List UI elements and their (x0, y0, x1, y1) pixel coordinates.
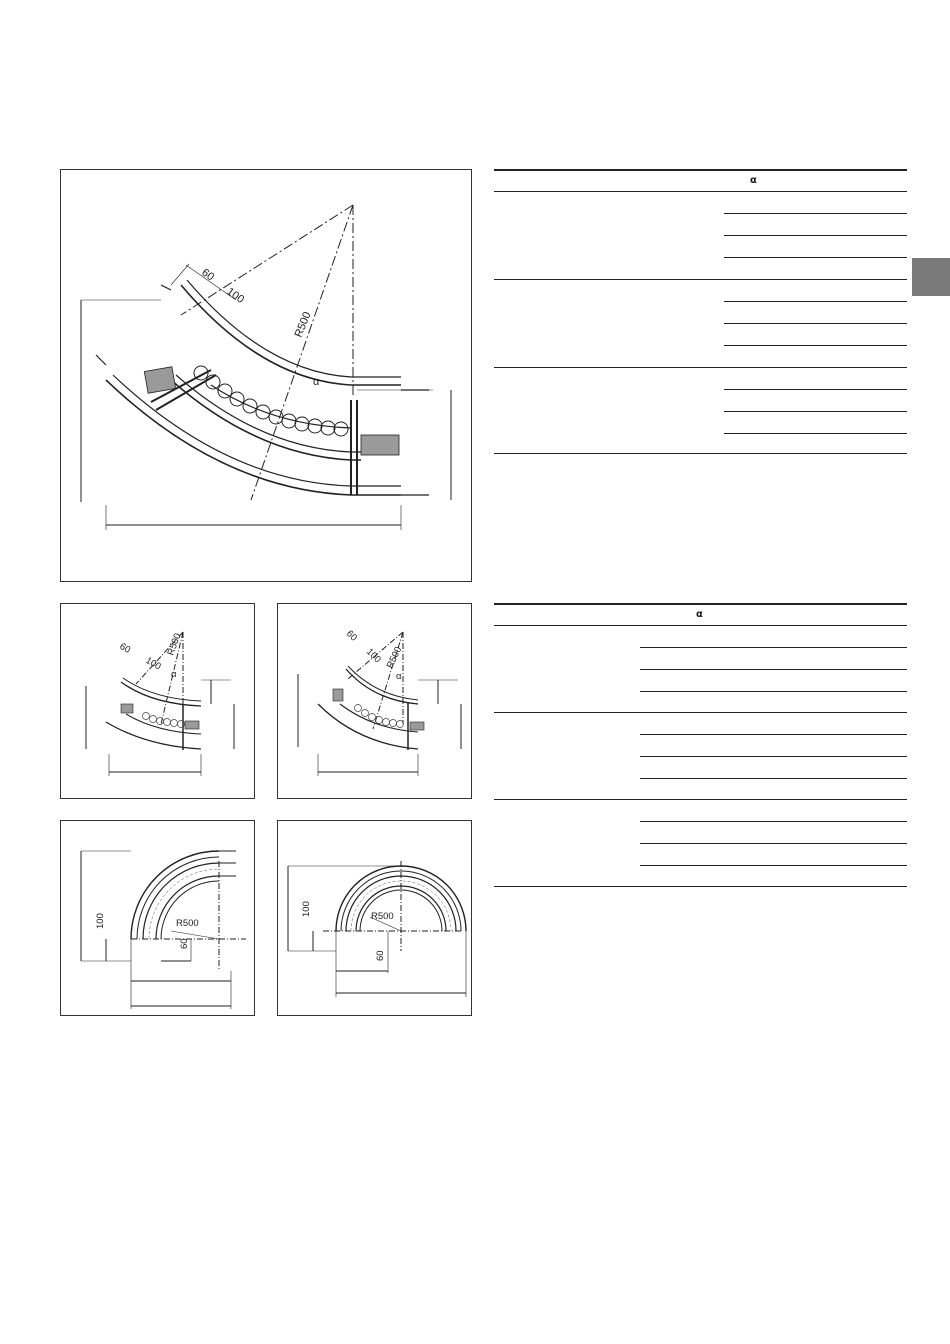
table-two-row-rule (640, 821, 907, 822)
table-two-row-rule (640, 734, 907, 735)
table-two-row-rule (640, 843, 907, 844)
curve-drawing-a (60, 603, 255, 799)
table-two-row-rule (640, 669, 907, 670)
half-curve-svg (278, 821, 473, 1017)
a-radius-label: R500 (165, 631, 184, 658)
table-one-group-rule (494, 279, 907, 280)
table-two-group-rule (494, 712, 907, 713)
table-one (494, 169, 907, 454)
table-one-top-rule (494, 169, 907, 171)
main-dim-width: 60 (199, 266, 217, 284)
b-dim-width: 60 (343, 628, 360, 644)
a-dim-width: 60 (117, 641, 133, 656)
table-one-row-rule (724, 235, 907, 236)
curve-drawing-b (277, 603, 472, 799)
table-one-row-rule (724, 345, 907, 346)
table-one-row-rule (724, 213, 907, 214)
table-two-group-rule (494, 799, 907, 800)
curve-drawing-a-svg (61, 604, 256, 800)
table-two (494, 603, 907, 888)
curve-drawing-b-svg (278, 604, 473, 800)
table-two-row-rule (640, 691, 907, 692)
table-one-row-rule (724, 301, 907, 302)
table-two-row-rule (640, 865, 907, 866)
table-one-row-rule (724, 411, 907, 412)
table-two-alpha-header: α (696, 609, 703, 620)
table-one-row-rule (724, 389, 907, 390)
table-two-row-rule (640, 647, 907, 648)
half-curve-drawing (277, 820, 472, 1016)
quarter-dim-width: 60 (179, 938, 190, 949)
section-tab-marker (912, 258, 950, 296)
table-one-row-rule (724, 433, 907, 434)
table-one-row-rule (724, 257, 907, 258)
b-radius-label: R500 (384, 645, 405, 671)
half-dim-width: 60 (375, 950, 386, 961)
table-two-row-rule (640, 756, 907, 757)
quarter-radius-label: R500 (176, 918, 199, 929)
table-two-bottom-rule (494, 886, 907, 887)
half-radius-label: R500 (371, 911, 394, 922)
quarter-dim-vertical: 100 (95, 913, 106, 929)
b-angle-label: α (396, 671, 402, 682)
quarter-curve-svg (61, 821, 256, 1017)
table-one-alpha-header: α (750, 175, 757, 186)
main-angle-label: α (313, 376, 320, 388)
main-radius-label: R500 (292, 310, 314, 340)
table-one-group-rule (494, 367, 907, 368)
main-curve-drawing (60, 169, 472, 582)
table-two-header-rule (494, 625, 907, 626)
table-one-row-rule (724, 323, 907, 324)
table-one-header-rule (494, 191, 907, 192)
table-two-top-rule (494, 603, 907, 605)
main-dim-offset: 100 (224, 285, 247, 306)
b-dim-offset: 100 (363, 646, 383, 666)
half-dim-vertical: 100 (301, 901, 312, 917)
quarter-curve-drawing (60, 820, 255, 1016)
a-dim-offset: 100 (143, 655, 163, 673)
table-one-bottom-rule (494, 453, 907, 454)
main-curve-svg (61, 170, 473, 583)
a-angle-label: α (171, 669, 177, 680)
table-two-row-rule (640, 778, 907, 779)
